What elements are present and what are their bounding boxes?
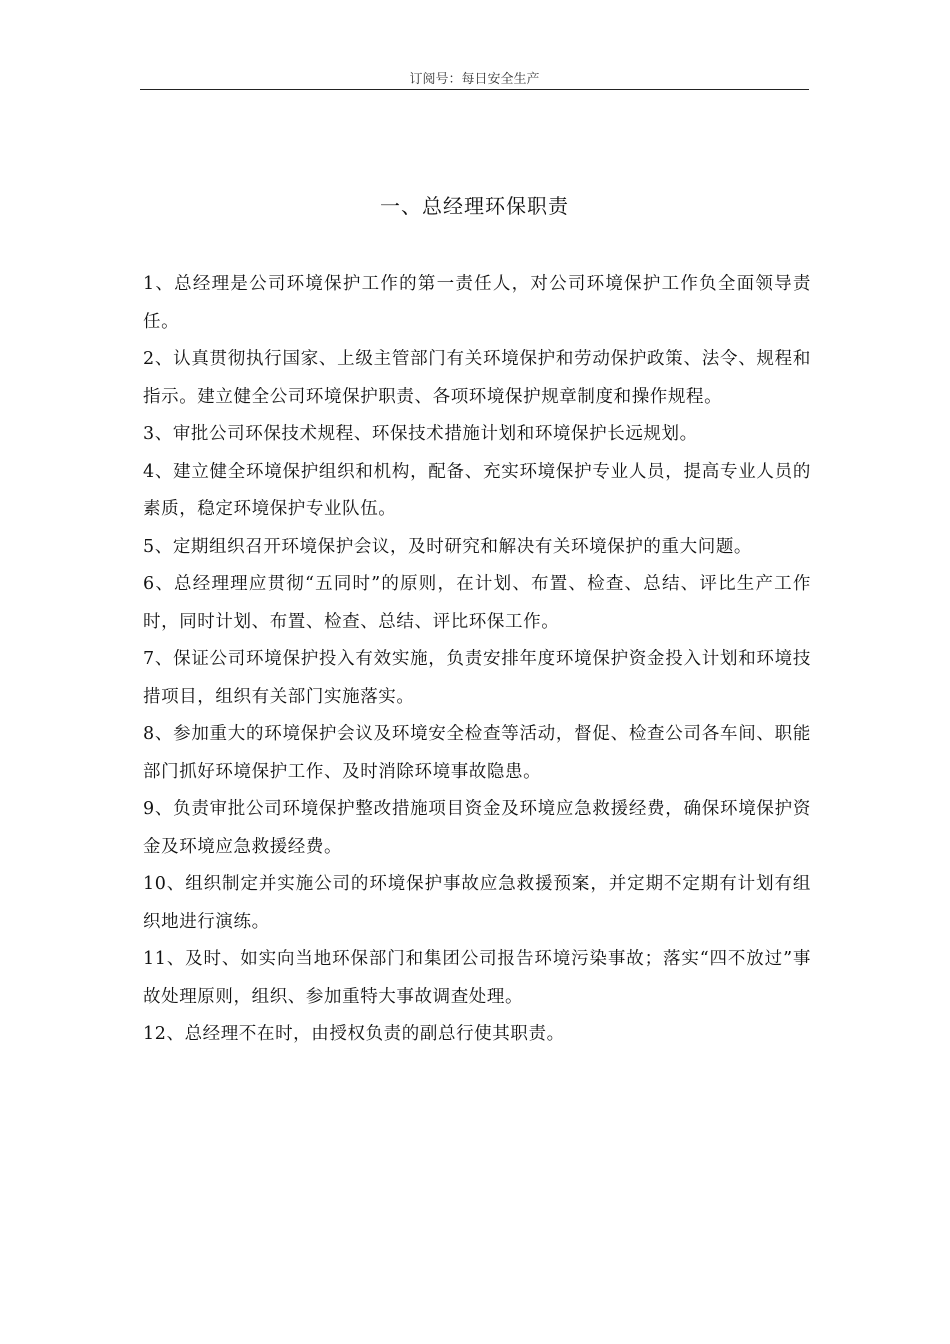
subscription-label: 订阅号：每日安全生产	[409, 72, 540, 87]
document-title: 一、总经理环保职责	[380, 194, 569, 218]
clause-6: 6、总经理理应贯彻“五同时”的原则，在计划、布置、检查、总结、评比生产工作时，同时计划、布置、检查、总结、评比环保工作。	[143, 574, 811, 632]
clause-2: 2、认真贯彻执行国家、上级主管部门有关环境保护和劳动保护政策、法令、规程和指示。建立健全公司环境保护职责、各项环境保护规章制度和操作规程。	[143, 349, 811, 407]
clause-12: 12、总经理不在时，由授权负责的副总行使其职责。	[143, 1024, 565, 1044]
clause-10: 10、组织制定并实施公司的环境保护事故应急救援预案，并定期不定期有计划有组织地进行演练。	[143, 874, 811, 932]
clause-5: 5、定期组织召开环境保护会议，及时研究和解决有关环境保护的重大问题。	[143, 536, 753, 557]
responsibility-list	[143, 266, 811, 1054]
clause-4: 4、建立健全环境保护组织和机构，配备、充实环境保护专业人员，提高专业人员的素质，稳定环境保护专业队伍。	[143, 461, 811, 519]
clause-9: 9、负责审批公司环境保护整改措施项目资金及环境应急救援经费，确保环境保护资金及环境应急救援经费。	[143, 799, 811, 857]
page-header	[140, 68, 809, 90]
clause-8: 8、参加重大的环境保护会议及环境安全检查等活动，督促、检查公司各车间、职能部门抓好环境保护工作、及时消除环境事故隐患。	[143, 724, 811, 782]
clause-3: 3、审批公司环保技术规程、环保技术措施计划和环境保护长远规划。	[143, 424, 698, 444]
clause-11: 11、及时、如实向当地环保部门和集团公司报告环境污染事故；落实“四不放过”事故处理原则，组织、参加重特大事故调查处理。	[143, 949, 811, 1007]
clause-1: 1、总经理是公司环境保护工作的第一责任人，对公司环境保护工作负全面领导责任。	[143, 274, 811, 332]
clause-7: 7、保证公司环境保护投入有效实施，负责安排年度环境保护资金投入计划和环境技措项目，组织有关部门实施落实。	[143, 649, 811, 707]
